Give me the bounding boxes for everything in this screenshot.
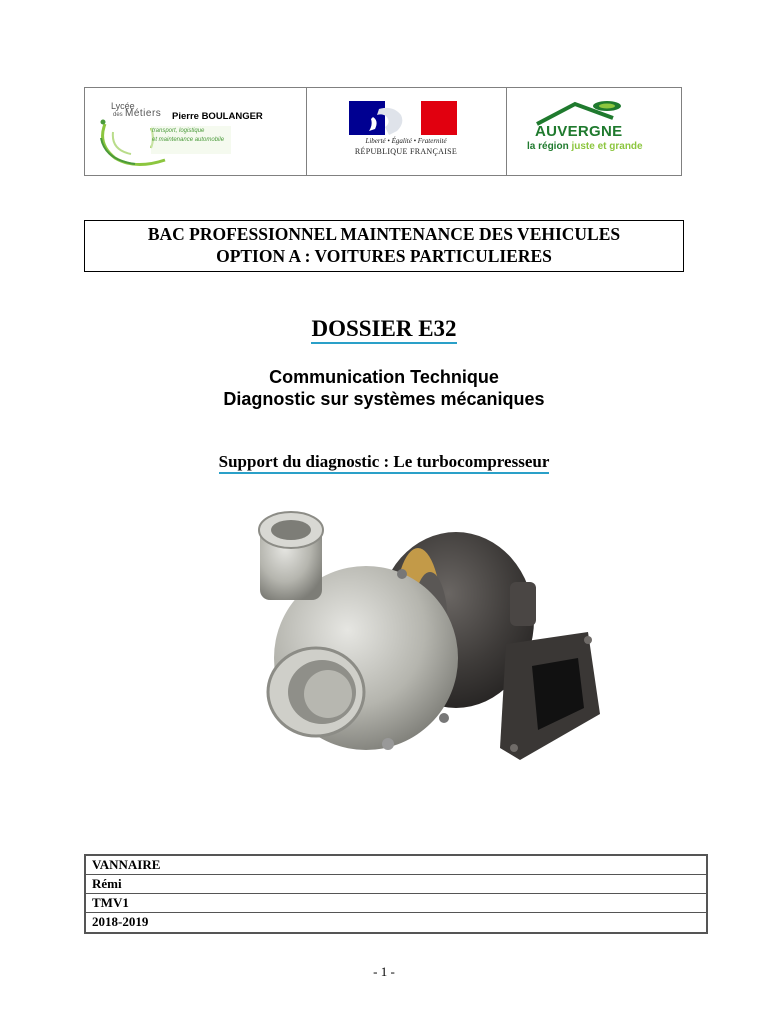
- student-class-row: TMV1: [86, 894, 706, 913]
- lycee-subtitle-1: transport, logistique: [152, 128, 205, 134]
- dossier-heading: [0, 316, 768, 342]
- title-line-2: OPTION A : VOITURES PARTICULIERES: [216, 246, 552, 266]
- auvergne-name: AUVERGNE: [535, 123, 623, 140]
- support-heading: [0, 452, 768, 472]
- subtitle-block: [0, 366, 768, 410]
- title-line-1: BAC PROFESSIONNEL MAINTENANCE DES VEHICULES: [147, 224, 621, 244]
- student-firstname-row: Rémi: [86, 875, 706, 894]
- title-box: [84, 220, 684, 272]
- auvergne-tagline-part2: juste et grande: [571, 141, 643, 152]
- marianne-flag-icon: [349, 101, 457, 135]
- subtitle-line-1: Communication Technique: [269, 367, 499, 387]
- auvergne-logo-cell: [507, 88, 681, 175]
- page-number: - 1 -: [373, 964, 395, 979]
- subtitle-line-2: Diagnostic sur systèmes mécaniques: [223, 389, 545, 409]
- turbocharger-image: [248, 508, 608, 776]
- republique-motto: Liberté • Égalité • Fraternité: [365, 137, 447, 145]
- auvergne-tagline-part1: la région: [527, 141, 569, 152]
- header-logos: [84, 87, 682, 176]
- lycee-name: Pierre BOULANGER: [172, 111, 263, 122]
- student-info-table: [84, 854, 708, 934]
- auvergne-tagline: [527, 141, 643, 152]
- support-title: Support du diagnostic : Le turbocompresseur: [219, 452, 550, 474]
- republique-logo-cell: [307, 88, 507, 175]
- lycee-subtitle-2: et maintenance automobile: [152, 137, 225, 143]
- lycee-label: Lycée: [111, 101, 135, 111]
- republique-name: RÉPUBLIQUE FRANÇAISE: [354, 147, 458, 156]
- lycee-logo-cell: [85, 88, 307, 175]
- lycee-des-label: des: [113, 112, 123, 118]
- dossier-title: DOSSIER E32: [311, 316, 456, 344]
- lycee-metiers-label: Métiers: [125, 108, 162, 119]
- school-year-row: 2018-2019: [92, 914, 149, 929]
- student-lastname-row: VANNAIRE: [86, 856, 706, 875]
